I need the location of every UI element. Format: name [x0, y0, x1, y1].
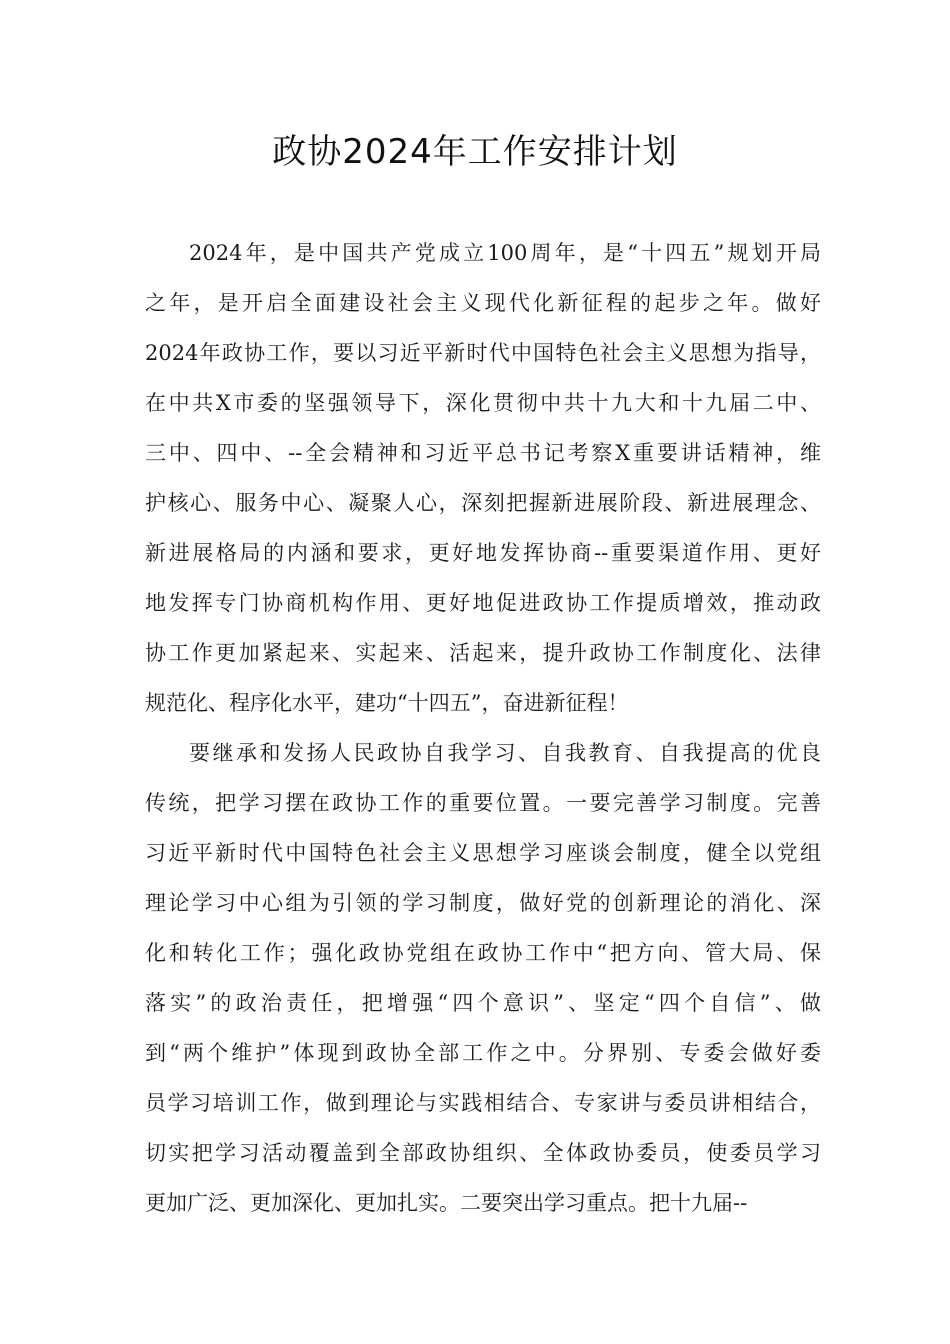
- paragraph-2-line: 更加广泛、更加深化、更加扎实。二要突出学习重点。把十九届--: [145, 1191, 748, 1215]
- page-title: 政协2024年工作安排计划: [272, 132, 678, 172]
- paragraph-2-line: 落实”的政治责任，把增强“四个意识”、坚定“四个自信”、做: [145, 991, 821, 1015]
- paragraph-2-line: 传统，把学习摆在政协工作的重要位置。一要完善学习制度。完善: [145, 791, 821, 815]
- paragraph-2-line: 到“两个维护”体现到政协全部工作之中。分界别、专委会做好委: [145, 1041, 821, 1065]
- paragraph-1-line: 三中、四中、--全会精神和习近平总书记考察X重要讲话精神，维: [145, 441, 821, 465]
- paragraph-1-line: 护核心、服务中心、凝聚人心，深刻把握新进展阶段、新进展理念、: [145, 491, 821, 515]
- paragraph-2-line: 要继承和发扬人民政协自我学习、自我教育、自我提高的优良: [189, 741, 821, 765]
- paragraph-1-line: 地发挥专门协商机构作用、更好地促进政协工作提质增效，推动政: [145, 591, 821, 615]
- document-body: [145, 228, 821, 1228]
- paragraph-2-line: 切实把学习活动覆盖到全部政协组织、全体政协委员，使委员学习: [145, 1141, 821, 1165]
- paragraph-2-line: 化和转化工作；强化政协党组在政协工作中“把方向、管大局、保: [145, 941, 821, 965]
- paragraph-1-line: 新进展格局的内涵和要求，更好地发挥协商--重要渠道作用、更好: [145, 541, 821, 565]
- paragraph-1-line: 2024年政协工作，要以习近平新时代中国特色社会主义思想为指导，: [145, 341, 821, 365]
- paragraph-1-line: 规范化、程序化水平，建功“十四五”，奋进新征程！: [145, 691, 629, 715]
- paragraph-2-line: 理论学习中心组为引领的学习制度，做好党的创新理论的消化、深: [145, 891, 821, 915]
- paragraph-1-line: 2024年，是中国共产党成立100周年，是“十四五”规划开局: [189, 241, 821, 265]
- paragraph-1-line: 在中共X市委的坚强领导下，深化贯彻中共十九大和十九届二中、: [145, 391, 821, 415]
- paragraph-2-line: 习近平新时代中国特色社会主义思想学习座谈会制度，健全以党组: [145, 841, 821, 865]
- paragraph-2-line: 员学习培训工作，做到理论与实践相结合、专家讲与委员讲相结合，: [145, 1091, 821, 1115]
- paragraph-1-line: 协工作更加紧起来、实起来、活起来，提升政协工作制度化、法律: [145, 641, 821, 665]
- paragraph-1-line: 之年，是开启全面建设社会主义现代化新征程的起步之年。做好: [145, 291, 821, 315]
